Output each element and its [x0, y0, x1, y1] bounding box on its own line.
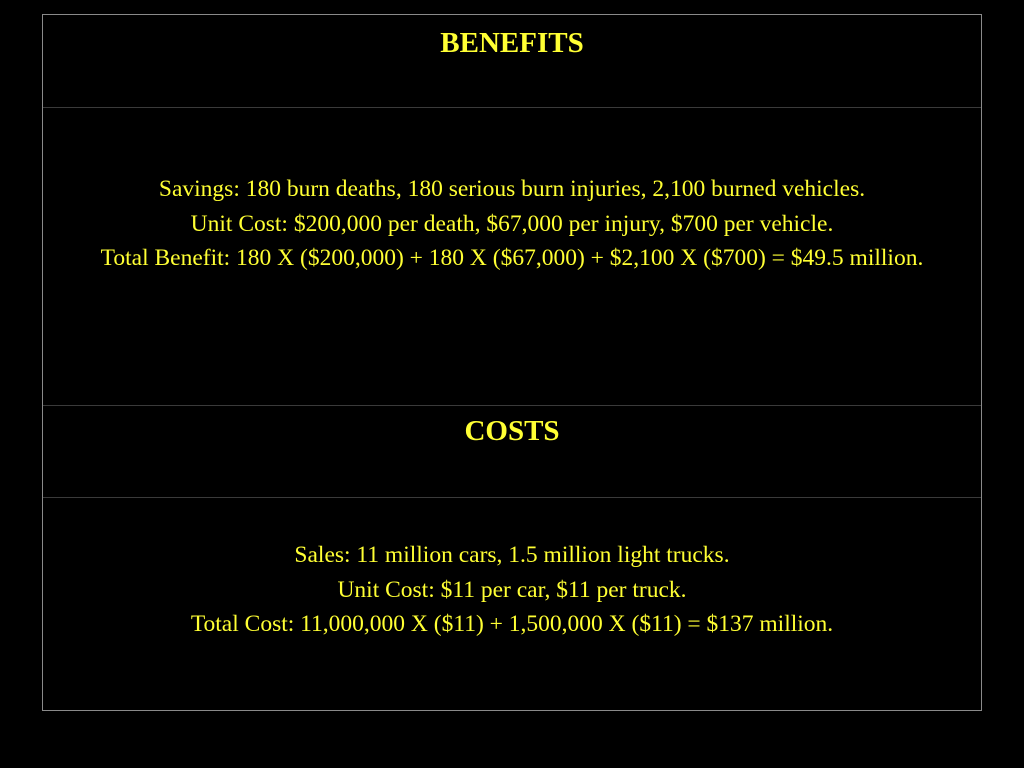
benefits-text — [43, 108, 981, 276]
costs-unit-cost-line: Unit Cost: $11 per car, $11 per truck. — [337, 576, 687, 603]
cost-benefit-table — [42, 14, 982, 711]
benefits-unit-cost-line: Unit Cost: $200,000 per death, $67,000 per injury, $700 per vehicle. — [190, 210, 834, 237]
costs-sales-line: Sales: 11 million cars, 1.5 million light trucks. — [294, 542, 730, 568]
benefits-total-line: Total Benefit: 180 X ($200,000) + 180 X ($67,000) + $2,100 X ($700) = $49.5 million. — [100, 245, 924, 271]
benefits-savings-line: Savings: 180 burn deaths, 180 serious burn injuries, 2,100 burned vehicles. — [158, 176, 866, 202]
costs-total-line: Total Cost: 11,000,000 X ($11) + 1,500,000 X ($11) = $137 million. — [190, 611, 834, 637]
benefits-body-row — [43, 108, 981, 406]
benefits-heading-row — [43, 15, 981, 108]
benefits-heading: BENEFITS — [440, 27, 584, 59]
costs-heading-row — [43, 406, 981, 498]
costs-body-row — [43, 498, 981, 711]
costs-text — [43, 498, 981, 642]
costs-heading: COSTS — [464, 415, 560, 447]
